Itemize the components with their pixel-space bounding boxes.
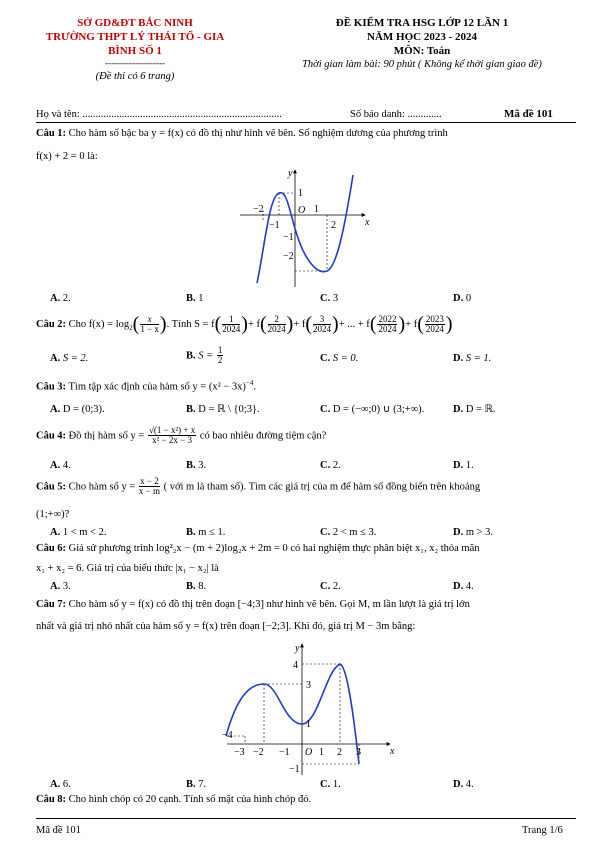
q5-answer-a[interactable]: A. 1 < m < 2. — [50, 527, 107, 538]
school-name-line2: BÌNH SỐ 1 — [108, 44, 162, 57]
graph1-tick-x-neg2: −2 — [253, 204, 264, 215]
q3-answer-a[interactable]: A. D = (0;3). — [50, 404, 105, 415]
graph2-x-label: x — [390, 746, 395, 757]
q2-answer-c[interactable]: C. S = 0. — [320, 353, 359, 364]
q1-answer-d[interactable]: D. 0 — [453, 293, 472, 304]
question-4: Câu 4: Đồ thị hàm số y = $\frac{\text{√(1 − x²) + x}}{\text{x² − 2x − 3}}$ có bao nhiêu đường tiệm cận? — [36, 425, 327, 446]
q5-answer-d[interactable]: D. m > 3. — [453, 527, 494, 538]
graph2-tick-x-neg2: −2 — [253, 747, 264, 758]
graph1-tick-y-1: 1 — [298, 188, 303, 199]
q7-answer-d[interactable]: D. 4. — [453, 779, 474, 790]
header-right — [262, 17, 582, 71]
q1-answer-b[interactable]: B. 1 — [186, 293, 204, 304]
q1-text: Cho hàm số bậc ba y = f(x) có đồ thị như hình vẽ bên. Số nghiệm dương của phương trình — [68, 128, 448, 139]
graph1-y-label: y — [288, 168, 293, 179]
q6-answer-d[interactable]: D. 4. — [453, 581, 474, 592]
q6-text-line2: x₁ + x₂ = 6. Giá trị của biểu thức |x₁ − x₂| là — [36, 563, 219, 574]
question-8: Câu 8: Cho hình chóp có 20 cạnh. Tính số mặt của hình chóp đó. — [36, 794, 312, 805]
q6-answer-c[interactable]: C. 2. — [320, 581, 341, 592]
subject: MÔN: Toán — [393, 44, 451, 57]
exam-title: ĐỀ KIỂM TRA HSG LỚP 12 LẦN 1 — [335, 17, 509, 29]
q2-answer-b[interactable]: B. S = $\frac{1}{2}$ — [186, 345, 223, 366]
graph2-tick-x-2: 2 — [337, 747, 342, 758]
q3-answer-c[interactable]: C. D = (−∞;0) ∪ (3;+∞). — [320, 404, 425, 415]
graph1-tick-y-neg1: −1 — [283, 232, 294, 243]
graph2-origin: O — [305, 747, 313, 758]
graph2-tick-x-neg3: −3 — [234, 747, 245, 758]
q4-answer-a[interactable]: A. 4. — [50, 460, 71, 471]
q1-text-line2: f(x) + 2 = 0 là: — [36, 151, 98, 162]
graph2-tick-x-1: 1 — [319, 747, 324, 758]
question-2: Câu 2: Cho $f(x) = \log_2$( $\frac{x}{1 - x}$ ). Tính S = f( $\frac{1}{2024}$ )+ f( $\frac{2}{2024}$ )+ f( $\frac{3}{2024}$ )+ ... + f( $\frac{2022}{2024}$ )+ f( $\frac{2023}{2024}$ ) — [36, 313, 453, 335]
question-7: Câu 7: Cho hàm số y = f(x) có đồ thị trên đoạn [−4;3] như hình vẽ bên. Gọi M, m lần lượt là giá trị lớn — [36, 599, 470, 610]
q1-answer-c[interactable]: C. 3 — [320, 293, 339, 304]
q3-answer-d[interactable]: D. D = ℝ. — [453, 404, 496, 415]
footer-code: Mã đề 101 — [36, 825, 81, 836]
q5-answer-c[interactable]: C. 2 < m ≤ 3. — [320, 527, 377, 538]
question-1 — [36, 127, 576, 140]
pages-note: (Đề thi có 6 trang) — [95, 70, 175, 82]
q2-answer-a[interactable]: A. S = 2. — [50, 353, 89, 364]
q7-answer-b[interactable]: B. 7. — [186, 779, 207, 790]
q7-answer-a[interactable]: A. 6. — [50, 779, 71, 790]
graph1-tick-x-neg1: −1 — [269, 220, 280, 231]
graph2-tick-x-neg4: −4 — [222, 730, 233, 741]
header-left — [40, 17, 230, 83]
q1-answer-a[interactable]: A. 2. — [50, 293, 71, 304]
q5-text-line2: (1;+∞)? — [36, 509, 70, 520]
school-name-line1: TRƯỜNG THPT LÝ THÁI TỔ - GIA — [45, 30, 225, 43]
q7-answer-c[interactable]: C. 1. — [320, 779, 341, 790]
footer-page: Trang 1/6 — [522, 825, 563, 836]
time-note: Thời gian làm bài: 90 phút ( Không kể thời gian giao đề) — [302, 59, 542, 71]
student-name-field: Họ và tên: ............................................................................ — [36, 109, 282, 120]
q6-answer-b[interactable]: B. 8. — [186, 581, 207, 592]
graph-1 — [235, 165, 375, 290]
q7-text-line2: nhất và giá trị nhỏ nhất của hàm số y = f(x) trên đoạn [−2;3]. Khi đó, giá trị M − 3m bằng: — [36, 621, 416, 632]
q2-answer-d[interactable]: D. S = 1. — [453, 353, 492, 364]
graph2-tick-y-1: 1 — [306, 719, 311, 730]
q6-answer-a[interactable]: A. 3. — [50, 581, 71, 592]
question-5: Câu 5: Cho hàm số y = $\frac{x - 2}{x - m}$ ( với m là tham số). Tìm các giá trị của m để hàm số đồng biến trên khoảng — [36, 476, 481, 497]
q4-answer-b[interactable]: B. 3. — [186, 460, 207, 471]
graph2-tick-x-neg1: −1 — [279, 747, 290, 758]
q3-answer-b[interactable]: B. D = ℝ \ {0;3}. — [186, 404, 260, 415]
graph1-x-label: x — [365, 217, 370, 228]
header-divider — [36, 122, 576, 123]
graph1-tick-x-1: 1 — [314, 204, 319, 215]
dept-name: SỞ GD&ĐT BẮC NINH — [77, 17, 193, 29]
student-id-field: Số báo danh: ............. — [350, 109, 442, 120]
exam-code: Mã đề 101 — [504, 108, 553, 120]
footer-divider — [36, 818, 576, 819]
q4-answer-c[interactable]: C. 2. — [320, 460, 341, 471]
school-year: NĂM HỌC 2023 - 2024 — [367, 30, 477, 43]
graph2-y-label: y — [295, 643, 300, 654]
graph1-origin: O — [298, 205, 306, 216]
graph-2 — [222, 640, 402, 780]
graph1-tick-y-neg2: −2 — [283, 251, 294, 262]
graph2-tick-y-4: 4 — [293, 660, 298, 671]
q5-answer-b[interactable]: B. m ≤ 1. — [186, 527, 226, 538]
header-dashes: -------------------- — [105, 58, 165, 69]
question-3: Câu 3: Tìm tập xác định của hàm số $y = (x^2 - 3x)^{-4}$. — [36, 379, 256, 393]
graph2-tick-x-3: 3 — [356, 747, 361, 758]
question-6: Câu 6: Giả sử phương trình log²₂x − (m + 2)log₂x + 2m = 0 có hai nghiệm thực phân biệt x₁, x₂ thỏa mãn — [36, 543, 480, 554]
q1-label: Câu 1: — [36, 128, 67, 139]
q4-answer-d[interactable]: D. 1. — [453, 460, 474, 471]
graph1-tick-x-2: 2 — [331, 220, 336, 231]
graph2-tick-y-3: 3 — [306, 680, 311, 691]
graph2-tick-y-neg1: −1 — [289, 764, 300, 775]
